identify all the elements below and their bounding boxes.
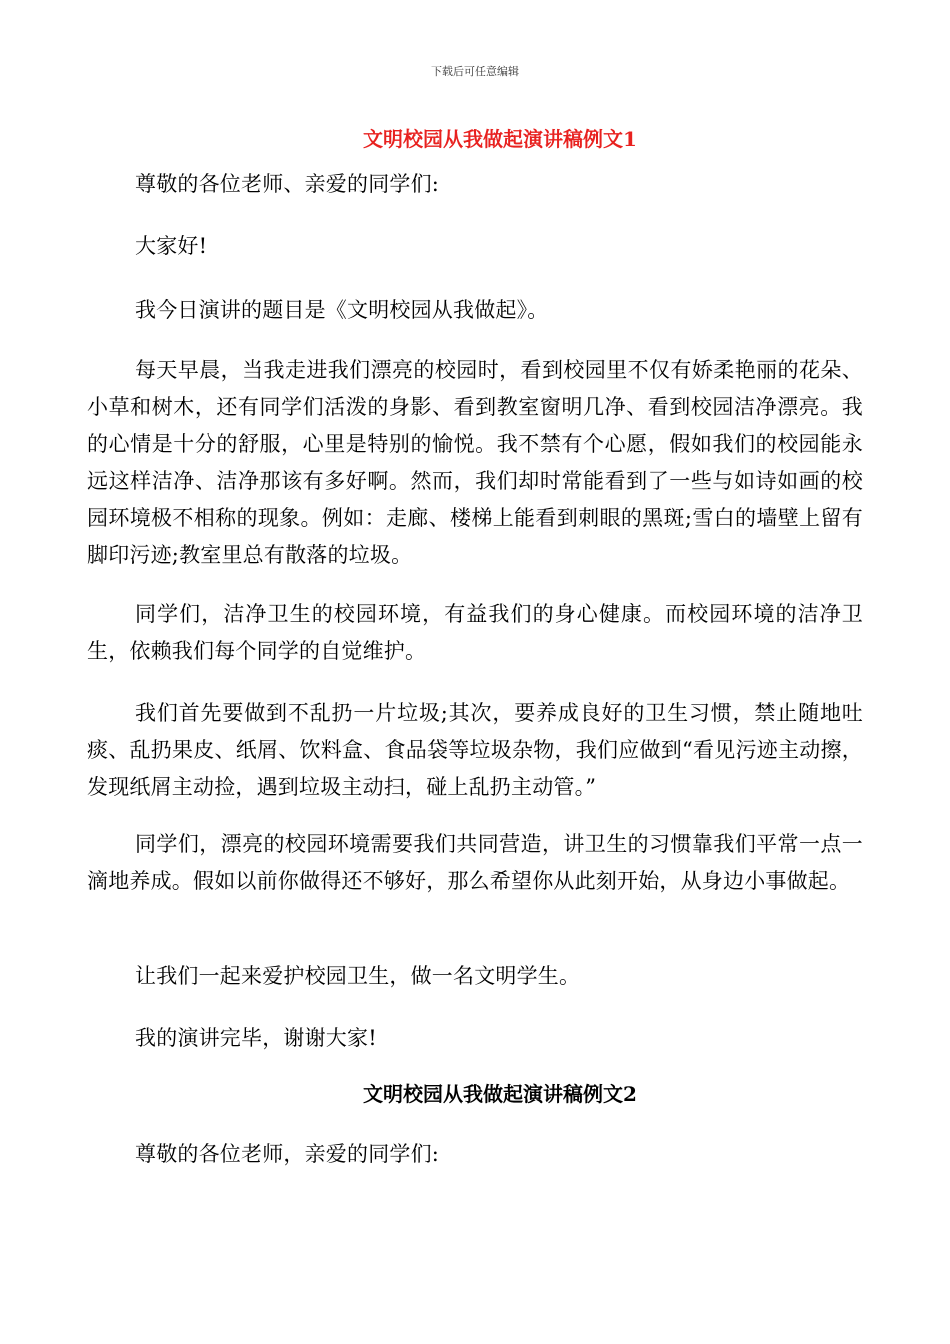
article-2-title: 文明校园从我做起演讲稿例文2: [363, 1082, 637, 1106]
header-note: 下载后可任意编辑: [431, 65, 519, 78]
article-1-title: 文明校园从我做起演讲稿例文1: [363, 127, 637, 151]
article-1-paragraph: 大家好!: [135, 234, 208, 258]
article-1-paragraph: 尊敬的各位老师、亲爱的同学们:: [135, 172, 440, 196]
article-1-paragraph: 同学们，洁净卫生的校园环境，有益我们的身心健康。而校园环境的洁净卫生，依赖我们每个同学的自觉维护。: [87, 602, 863, 663]
article-1-paragraph: 让我们一起来爱护校园卫生，做一名文明学生。: [135, 964, 581, 988]
article-1-paragraph: 同学们，漂亮的校园环境需要我们共同营造，讲卫生的习惯靠我们平常一点一滴地养成。假如以前你做得还不够好，那么希望你从此刻开始，从身边小事做起。: [87, 832, 863, 893]
article-1-paragraph: 我今日演讲的题目是《文明校园从我做起》。: [135, 298, 549, 322]
article-1-paragraph: 我们首先要做到不乱扔一片垃圾;其次，要养成良好的卫生习惯，禁止随地吐痰、乱扔果皮、纸屑、饮料盒、食品袋等垃圾杂物，我们应做到“看见污迹主动擦，发现纸屑主动捡，遇到垃圾主动扫，碰上乱扔主动管。”: [87, 701, 863, 799]
article-1-paragraph: 每天早晨，当我走进我们漂亮的校园时，看到校园里不仅有娇柔艳丽的花朵、小草和树木，还有同学们活泼的身影、看到教室窗明几净、看到校园洁净漂亮。我的心情是十分的舒服，心里是特别的愉悦。我不禁有个心愿，假如我们的校园能永远这样洁净、洁净那该有多好啊。然而，我们却时常能看到了一些与如诗如画的校园环境极不相称的现象。例如：走廊、楼梯上能看到刺眼的黑斑;雪白的墙壁上留有脚印污迹;教室里总有散落的垃圾。: [87, 358, 863, 567]
article-2-paragraph: 尊敬的各位老师，亲爱的同学们:: [135, 1142, 440, 1166]
article-1-paragraph: 我的演讲完毕，谢谢大家!: [135, 1026, 377, 1050]
